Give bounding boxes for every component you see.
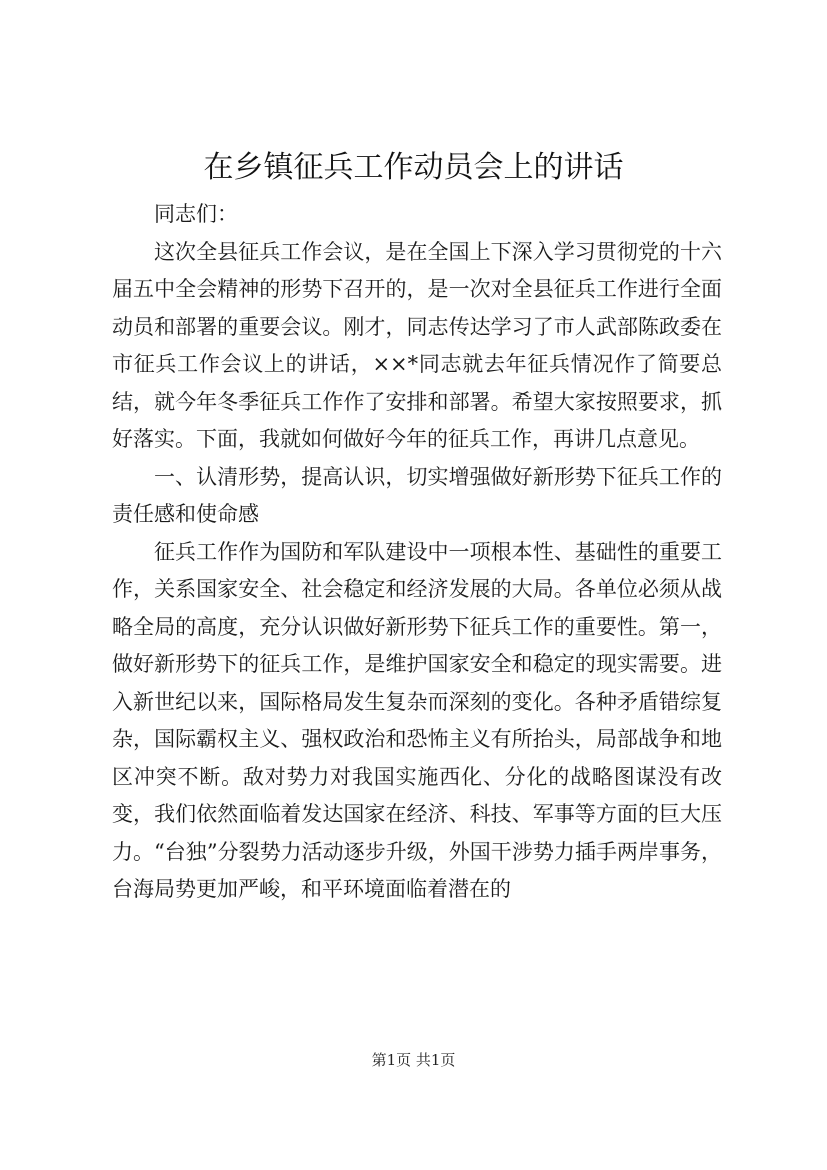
page-footer: 第1页 共1页	[371, 1051, 456, 1069]
document-title: 在乡镇征兵工作动员会上的讲话	[203, 150, 624, 185]
paragraph-intro: 这次全县征兵工作会议，是在全国上下深入学习贯彻党的十六届五中全会精神的形势下召开的，是一次对全县征兵工作进行全面动员和部署的重要会议。刚才，同志传达学习了市人武部陈政委在市征兵工作会议上的讲话，××*同志就去年征兵情况作了简要总结，就今年冬季征兵工作作了安排和部署。希望大家按照要求，抓好落实。下面，我就如何做好今年的征兵工作，再讲几点意见。	[112, 239, 722, 451]
document-body	[112, 196, 722, 909]
paragraph-section-1: 征兵工作作为国防和军队建设中一项根本性、基础性的重要工作，关系国家安全、社会稳定和经济发展的大局。各单位必须从战略全局的高度，充分认识做好新形势下征兵工作的重要性。第一，做好新形势下的征兵工作，是维护国家安全和稳定的现实需要。进入新世纪以来，国际格局发生复杂而深刻的变化。各种矛盾错综复杂，国际霸权主义、强权政治和恐怖主义有所抬头，局部战争和地区冲突不断。敌对势力对我国实施西化、分化的战略图谋没有改变，我们依然面临着发达国家在经济、科技、军事等方面的巨大压力。“台独”分裂势力活动逐步升级，外国干涉势力插手两岸事务，台海局势更加严峻，和平环境面临着潜在的	[112, 539, 722, 901]
section-heading-1: 一、认清形势，提高认识，切实增强做好新形势下征兵工作的责任感和使命感	[112, 464, 722, 526]
salutation: 同志们：	[154, 202, 238, 226]
